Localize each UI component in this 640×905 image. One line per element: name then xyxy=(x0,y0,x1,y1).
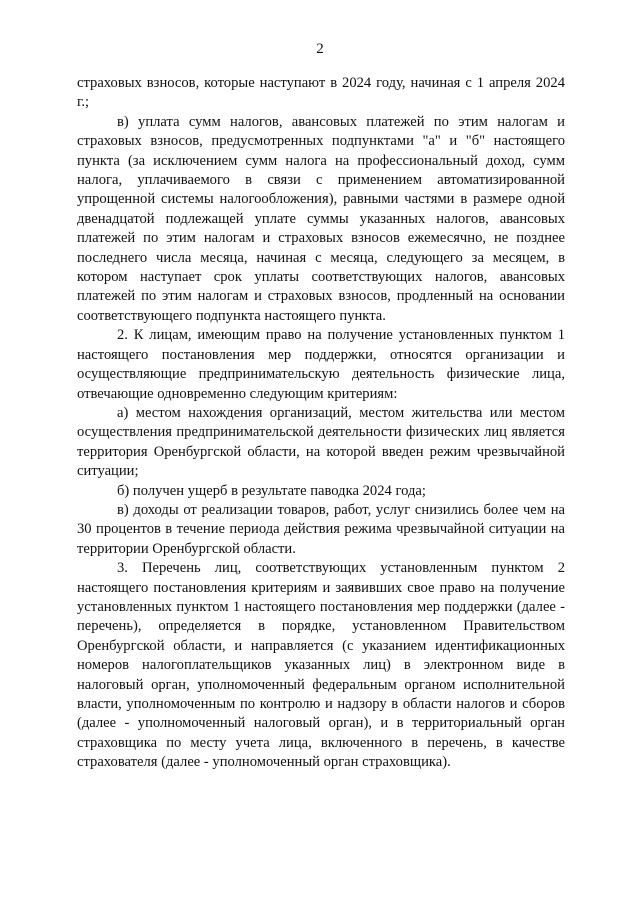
paragraph: 3. Перечень лиц, соответствующих установленным пунктом 2 настоящего постановления критериям и заявивших свое право на получение установленных пунктом 1 настоящего постановления мер поддержки (далее - перечень), определяется в порядке, установленном Правительством Оренбургской области, и направляется (с указанием идентификационных номеров налогоплательщиков указанных лиц) в электронном виде в налоговый орган, уполномоченный федеральным органом исполнительной власти, уполномоченным по контролю и надзору в области налогов и сборов (далее - уполномоченный налоговый орган), и в территориальный орган страховщика по месту учета лица, включенного в перечень, в качестве страхователя (далее - уполномоченный орган страховщика). xyxy=(77,560,565,771)
paragraph: б) получен ущерб в результате паводка 2024 года; xyxy=(117,482,426,499)
paragraph: в) уплата сумм налогов, авансовых платежей по этим налогам и страховых взносов, предусмотренных подпунктами "а" и "б" настоящего пункта (за исключением сумм налога на профессиональный доход, сумм налога, уплачиваемого в связи с применением автоматизированной упрощенной системы налогообложения), равными частями в размере одной двенадцатой подлежащей уплате суммы указанных налогов, авансовых платежей по этим налогам и страховых взносов ежемесячно, не позднее последнего числа месяца, начиная с месяца, следующего за месяцем, в котором наступает срок уплаты соответствующих налогов, авансовых платежей по этим налогам и страховых взносов, продленный на основании соответствующего подпункта настоящего пункта. xyxy=(77,113,565,324)
paragraph: 2. К лицам, имеющим право на получение установленных пунктом 1 настоящего постановления мер поддержки, относятся организации и осуществляющие предпринимательскую деятельность физические лица, отвечающие одновременно следующим критериям: xyxy=(77,327,565,402)
paragraph: страховых взносов, которые наступают в 2024 году, начиная с 1 апреля 2024 г.; xyxy=(77,75,565,111)
document-body xyxy=(77,74,565,773)
paragraph: а) местом нахождения организаций, местом жительства или местом осуществления предпринимательской деятельности физических лиц является территория Оренбургской области, на которой введен режим чрезвычайной ситуации; xyxy=(77,404,565,480)
page-number: 2 xyxy=(316,41,324,57)
paragraph: в) доходы от реализации товаров, работ, услуг снизились более чем на 30 процентов в течение периода действия режима чрезвычайной ситуации на территории Оренбургской области. xyxy=(77,501,565,557)
